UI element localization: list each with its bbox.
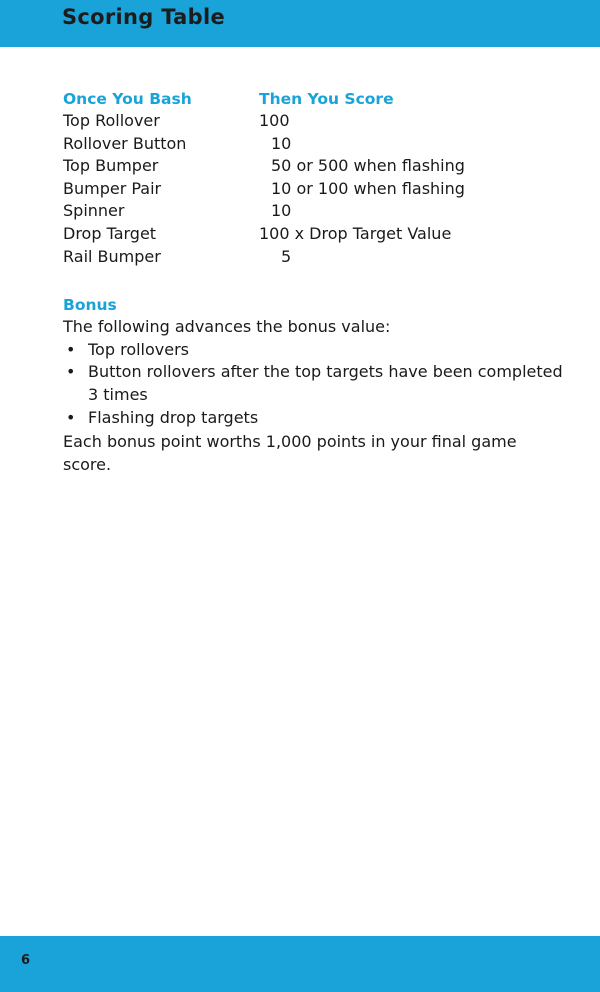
section-gap: [63, 268, 563, 294]
target-name: Top Rollover: [63, 111, 160, 130]
list-item: [63, 407, 563, 430]
bullet-icon: •: [66, 339, 76, 359]
target-name: Bumper Pair: [63, 178, 162, 198]
target-name: Top Bumper: [63, 156, 159, 176]
bonus-heading: Bonus: [63, 296, 117, 315]
bullet-icon: •: [66, 362, 76, 382]
score-value: 5: [281, 246, 292, 266]
scoring-table-body: [63, 110, 563, 268]
target-name: Drop Target: [63, 223, 157, 243]
footer-bar: [0, 936, 600, 992]
score-value: 100: [259, 111, 290, 130]
table-row: [63, 155, 563, 178]
bonus-list: [63, 339, 563, 429]
bullet-icon: •: [66, 407, 76, 427]
list-item-text: Top rollovers: [88, 339, 190, 359]
table-row: [63, 178, 563, 201]
page-content: [63, 88, 563, 476]
column-header-action: Once You Bash: [63, 90, 192, 108]
score-value: 100 x Drop Target Value: [259, 223, 452, 243]
table-row: [63, 223, 563, 246]
table-row: [63, 133, 563, 156]
table-row: [63, 246, 563, 269]
column-header-score: Then You Score: [259, 90, 394, 108]
page-number: 6: [21, 953, 31, 968]
list-item: [63, 361, 563, 406]
bonus-intro: The following advances the bonus value:: [63, 317, 391, 337]
list-item: [63, 339, 563, 362]
page-title: Scoring Table: [62, 5, 226, 29]
bonus-conclusion: Each bonus point worths 1,000 points in your final game score.: [63, 432, 517, 474]
target-name: Spinner: [63, 201, 125, 221]
table-row: [63, 110, 563, 133]
score-value: 10 or 100 when flashing: [271, 178, 465, 198]
target-name: Rollover Button: [63, 133, 187, 153]
list-item-text: Flashing drop targets: [88, 407, 259, 427]
list-item-text: Button rollovers after the top targets have been completed 3 times: [88, 362, 563, 404]
table-row: [63, 200, 563, 223]
score-value: 10: [271, 133, 292, 153]
target-name: Rail Bumper: [63, 246, 161, 266]
score-value: 50 or 500 when flashing: [271, 156, 465, 176]
score-value: 10: [271, 201, 292, 221]
scoring-table-header: [63, 88, 563, 110]
